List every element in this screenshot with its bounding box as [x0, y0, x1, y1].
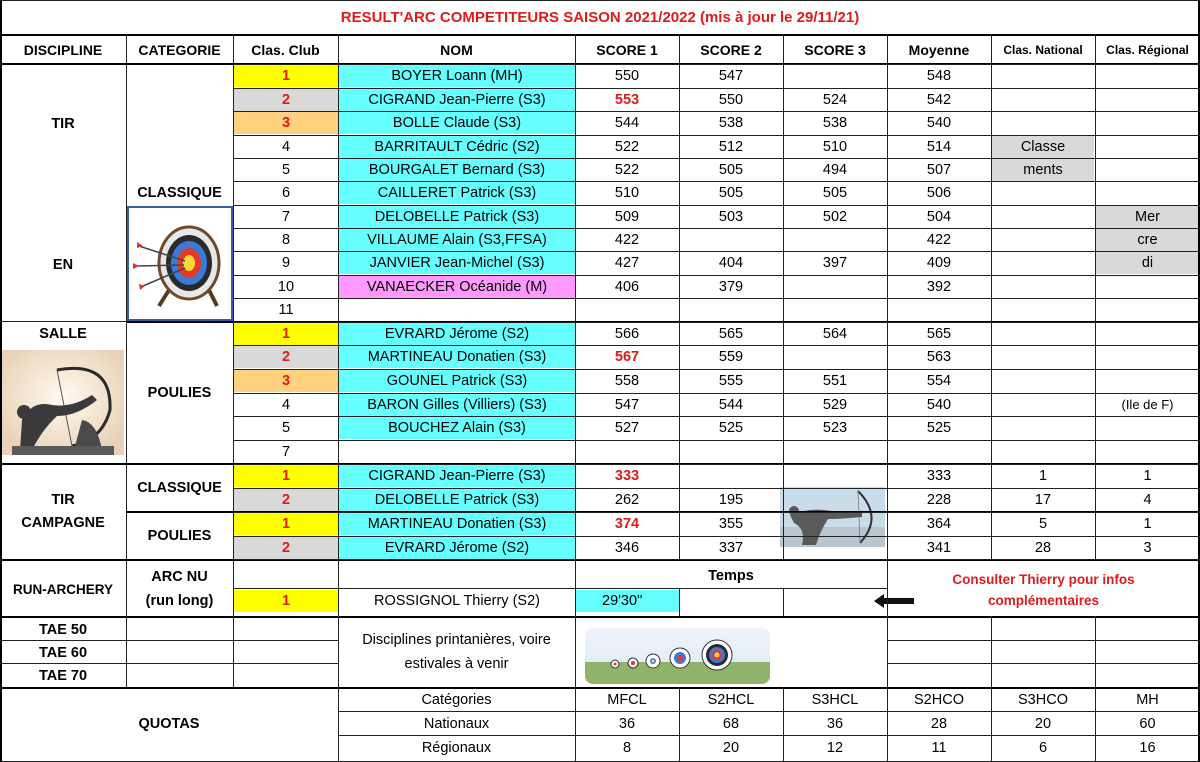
- header-clas-regional: Clas. Régional: [1106, 43, 1189, 57]
- score-2: 550: [718, 91, 744, 108]
- moyenne: 565: [926, 325, 952, 342]
- score-2: 565: [718, 325, 744, 342]
- score-1: 558: [614, 372, 640, 389]
- tae-note-line-1: Disciplines printanières, voire: [362, 632, 551, 648]
- header-categorie: CATEGORIE: [138, 42, 221, 58]
- score-3: 529: [822, 396, 848, 413]
- moyenne: 364: [926, 515, 952, 532]
- archer-name: VILLAUME Alain (S3,FFSA): [339, 229, 575, 251]
- header-score-3: SCORE 3: [804, 42, 866, 58]
- score-3: 502: [822, 208, 848, 225]
- quota-cell: 8: [622, 740, 632, 756]
- archer-name: CIGRAND Jean-Pierre (S3): [339, 465, 575, 487]
- score-3: [783, 440, 887, 463]
- score-1: 422: [614, 231, 640, 248]
- club-rank: 9: [281, 255, 291, 271]
- header-moyenne: Moyenne: [908, 42, 970, 58]
- archer-name: CAILLERET Patrick (S3): [339, 182, 575, 204]
- header-clas-national: Clas. National: [1003, 43, 1083, 57]
- score-1: 510: [614, 184, 640, 201]
- discipline-tir-salle: TIR: [51, 116, 75, 132]
- score-3: [783, 228, 887, 251]
- quota-header: S2HCL: [707, 692, 755, 708]
- clas-national: 1: [1038, 467, 1048, 484]
- quota-header: Catégories: [421, 692, 492, 708]
- score-1: 346: [614, 539, 640, 556]
- regional-note-line-1: Mer: [1096, 205, 1199, 228]
- quota-header: S2HCO: [914, 692, 964, 708]
- archer-name: DELOBELLE Patrick (S3): [339, 206, 575, 228]
- moyenne: 548: [926, 67, 952, 84]
- archer-name: MARTINEAU Donatien (S3): [339, 346, 575, 368]
- quota-header: S3HCO: [1018, 692, 1068, 708]
- target-image: [127, 206, 233, 321]
- score-2: 337: [718, 539, 744, 556]
- club-rank: 3: [234, 112, 338, 134]
- quota-cell: 60: [1139, 716, 1156, 732]
- score-3: [783, 345, 887, 368]
- discipline-campagne: CAMPAGNE: [21, 515, 105, 531]
- run-name: ROSSIGNOL Thierry (S2): [374, 593, 540, 609]
- tae-50-label: TAE 50: [38, 621, 88, 638]
- score-2: 379: [718, 278, 744, 295]
- moyenne: 341: [926, 539, 952, 556]
- discipline-en-salle: EN: [52, 257, 74, 273]
- discipline-tir-campagne: TIR: [51, 492, 75, 508]
- score-2: 505: [718, 184, 744, 201]
- moyenne: 333: [926, 467, 952, 484]
- score-3: 551: [822, 372, 848, 389]
- club-rank: 3: [234, 370, 338, 392]
- regional-note-line-2: cre: [1096, 228, 1199, 251]
- archer-name: MARTINEAU Donatien (S3): [339, 513, 575, 535]
- header-discipline: DISCIPLINE: [23, 42, 103, 58]
- archer-name: BARRITAULT Cédric (S2): [339, 136, 575, 158]
- score-3: 505: [822, 184, 848, 201]
- quota-cell: 36: [826, 716, 844, 732]
- score-2: 195: [718, 491, 744, 508]
- score-1: 262: [614, 491, 640, 508]
- score-1: 333: [614, 467, 640, 484]
- archer-name: JANVIER Jean-Michel (S3): [339, 252, 575, 274]
- score-3: [783, 64, 887, 87]
- moyenne: 409: [926, 254, 952, 271]
- moyenne: [887, 298, 991, 321]
- score-3: 494: [822, 161, 848, 178]
- quotas-label: QUOTAS: [138, 716, 200, 732]
- club-rank: 2: [234, 89, 338, 111]
- quota-header: S3HCL: [811, 692, 859, 708]
- archer-name: BOYER Loann (MH): [339, 65, 575, 87]
- quota-header: MH: [1136, 692, 1159, 708]
- moyenne: 507: [926, 161, 952, 178]
- score-3: 523: [822, 419, 848, 436]
- moyenne: 542: [926, 91, 952, 108]
- score-2: 525: [718, 419, 744, 436]
- quota-cell: Régionaux: [421, 740, 492, 756]
- archer-name: EVRARD Jérome (S2): [339, 537, 575, 559]
- club-rank: 8: [281, 232, 291, 248]
- moyenne: [887, 440, 991, 463]
- clas-national: 28: [1034, 539, 1052, 556]
- header-nom: NOM: [440, 42, 473, 58]
- score-2: 559: [718, 348, 744, 365]
- club-rank: 2: [234, 346, 338, 368]
- tae-70-label: TAE 70: [38, 667, 88, 684]
- score-1: 427: [614, 254, 640, 271]
- run-category-line-2: (run long): [145, 593, 214, 609]
- tae-note-line-2: estivales à venir: [404, 656, 509, 672]
- club-rank: 11: [278, 302, 294, 318]
- clas-national: 5: [1038, 515, 1048, 532]
- category-poulies-salle: POULIES: [147, 385, 212, 401]
- header-clas-club: Clas. Club: [251, 42, 320, 58]
- score-3: 538: [822, 114, 848, 131]
- field-archer-image: [780, 487, 885, 547]
- clas-regional: 1: [1143, 467, 1152, 484]
- score-2: [679, 298, 783, 321]
- score-1: 509: [614, 208, 640, 225]
- score-3: 524: [822, 91, 848, 108]
- clas-regional: 3: [1143, 539, 1152, 556]
- category-poulies-campagne: POULIES: [147, 528, 212, 544]
- discipline-salle: SALLE: [39, 326, 87, 342]
- ile-de-france-note: (Ile de F): [1121, 397, 1174, 412]
- score-1: [575, 440, 679, 463]
- archer-name: BOURGALET Bernard (S3): [339, 159, 575, 181]
- score-2: [679, 228, 783, 251]
- quota-cell: 68: [722, 716, 740, 732]
- score-1: [575, 298, 679, 321]
- club-rank: 5: [281, 162, 291, 178]
- score-1: 527: [614, 419, 640, 436]
- archer-name: [339, 299, 575, 321]
- clas-regional: 4: [1143, 491, 1152, 508]
- score-3: 564: [822, 325, 848, 342]
- quota-cell: 36: [618, 716, 636, 732]
- score-2: 355: [718, 515, 744, 532]
- club-rank: 2: [234, 489, 338, 511]
- run-note-line-1: Consulter Thierry pour infos: [952, 571, 1135, 587]
- score-1: 544: [614, 114, 640, 131]
- quota-cell: Nationaux: [423, 716, 490, 732]
- score-2: 547: [718, 67, 744, 84]
- run-category-line-1: ARC NU: [151, 569, 208, 585]
- score-2: 505: [718, 161, 744, 178]
- archer-name: VANAECKER Océanide (M): [339, 276, 575, 298]
- archer-name: CIGRAND Jean-Pierre (S3): [339, 89, 575, 111]
- archer-name: BARON Gilles (Villiers) (S3): [339, 394, 575, 416]
- score-2: 538: [718, 114, 744, 131]
- archer-name: BOUCHEZ Alain (S3): [339, 417, 575, 439]
- club-rank: 1: [234, 323, 338, 345]
- archer-name: GOUNEL Patrick (S3): [339, 370, 575, 392]
- archer-statue-image: [2, 350, 124, 455]
- score-2: [679, 440, 783, 463]
- moyenne: 563: [926, 348, 952, 365]
- club-rank: 10: [277, 279, 295, 295]
- header-score-1: SCORE 1: [596, 42, 658, 58]
- club-rank: 1: [234, 465, 338, 487]
- moyenne: 540: [926, 396, 952, 413]
- moyenne: 228: [926, 491, 952, 508]
- score-1: 522: [614, 138, 640, 155]
- moyenne: 525: [926, 419, 952, 436]
- clas-national: 17: [1034, 491, 1052, 508]
- club-rank: 4: [281, 397, 291, 413]
- national-note-line-1: Classe: [992, 135, 1094, 158]
- club-rank: 6: [281, 185, 291, 201]
- quota-cell: 16: [1139, 740, 1156, 756]
- moyenne: 422: [926, 231, 952, 248]
- quota-cell: 12: [826, 740, 844, 756]
- score-1: 550: [614, 67, 640, 84]
- moyenne: 392: [926, 278, 952, 295]
- quota-cell: 28: [930, 716, 948, 732]
- score-2: [679, 464, 783, 487]
- score-1: 374: [614, 515, 640, 532]
- club-rank: 1: [234, 65, 338, 87]
- club-rank: 4: [281, 139, 291, 155]
- moyenne: 506: [926, 184, 952, 201]
- run-rank: 1: [234, 590, 338, 612]
- quota-header: MFCL: [607, 692, 647, 708]
- discipline-run-archery: RUN-ARCHERY: [13, 581, 113, 597]
- page-title: RESULT'ARC COMPETITEURS SAISON 2021/2022 (mis à jour le 29/11/21): [340, 8, 860, 26]
- archer-name: EVRARD Jérome (S2): [339, 323, 575, 345]
- score-1: 406: [614, 278, 640, 295]
- archer-name: BOLLE Claude (S3): [339, 112, 575, 134]
- club-rank: 1: [234, 513, 338, 535]
- run-note-line-2: complémentaires: [987, 592, 1100, 608]
- moyenne: 504: [926, 208, 952, 225]
- score-1: 522: [614, 161, 640, 178]
- category-classique-salle: CLASSIQUE: [137, 185, 222, 201]
- category-classique-campagne: CLASSIQUE: [137, 480, 222, 496]
- score-2: 503: [718, 208, 744, 225]
- club-rank: 7: [281, 444, 291, 460]
- quota-cell: 11: [931, 740, 947, 756]
- clas-regional: 1: [1143, 515, 1152, 532]
- score-1: 553: [614, 91, 640, 108]
- quota-cell: 6: [1038, 740, 1048, 756]
- archer-name: DELOBELLE Patrick (S3): [339, 489, 575, 511]
- run-time: 29'30'': [576, 590, 679, 612]
- score-1: 566: [614, 325, 640, 342]
- quota-cell: 20: [722, 740, 740, 756]
- score-3: 510: [822, 138, 848, 155]
- archer-name: [339, 441, 575, 463]
- moyenne: 540: [926, 114, 952, 131]
- club-rank: 5: [281, 420, 291, 436]
- score-1: 547: [614, 396, 640, 413]
- score-3: 397: [822, 254, 848, 271]
- score-1: 567: [614, 348, 640, 365]
- field-targets-image: [585, 628, 770, 684]
- national-note-line-2: ments: [992, 158, 1094, 181]
- moyenne: 514: [926, 138, 952, 155]
- club-rank: 2: [234, 537, 338, 559]
- moyenne: 554: [926, 372, 952, 389]
- score-3: [783, 298, 887, 321]
- quota-cell: 20: [1034, 716, 1052, 732]
- tae-60-label: TAE 60: [38, 644, 88, 661]
- score-3: [783, 275, 887, 298]
- score-2: 544: [718, 396, 744, 413]
- regional-note-line-3: di: [1096, 251, 1199, 274]
- score-2: 555: [718, 372, 744, 389]
- header-score-2: SCORE 2: [700, 42, 762, 58]
- score-2: 512: [718, 138, 744, 155]
- club-rank: 7: [281, 209, 291, 225]
- run-temps-label: Temps: [708, 568, 754, 584]
- score-2: 404: [718, 254, 744, 271]
